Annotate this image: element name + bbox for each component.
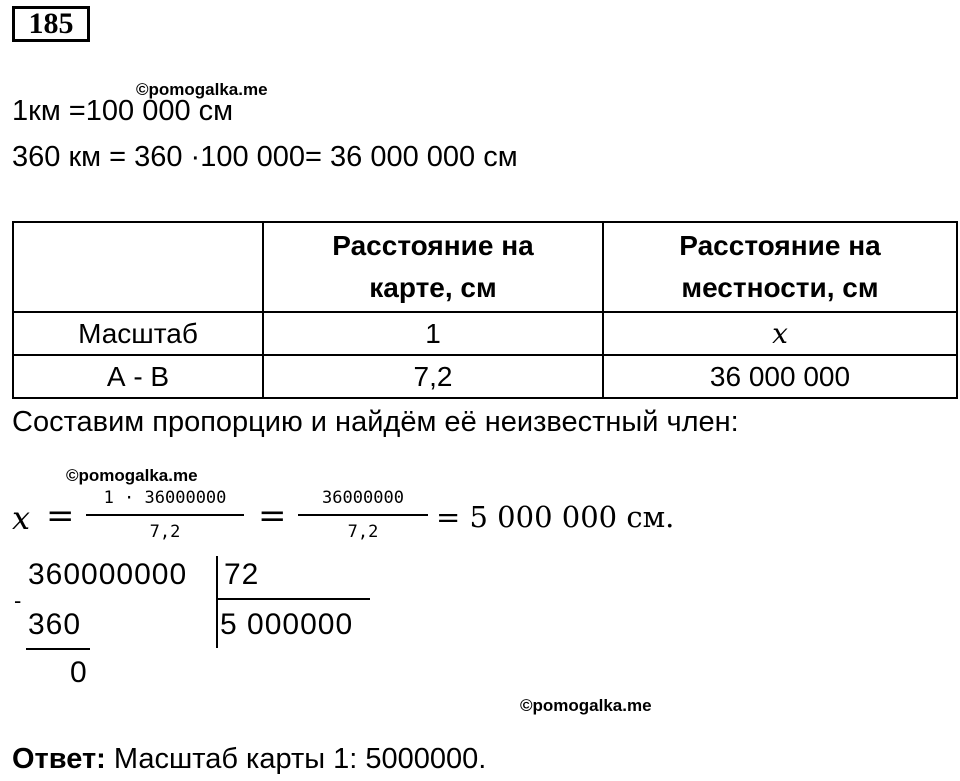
answer-text: Масштаб карты 1: 5000000. xyxy=(105,743,487,775)
equation-equals-1: = xyxy=(46,496,75,536)
row-label: А - В xyxy=(13,355,263,398)
row-ground-value: x xyxy=(603,312,957,355)
proportion-text: Составим пропорцию и найдём её неизвестный член: xyxy=(12,406,739,438)
division-quotient: 5 000000 xyxy=(220,608,354,641)
header-ground-line-1: Расстояние на xyxy=(679,230,881,261)
watermark-middle: ©pomogalka.me xyxy=(66,466,198,485)
equation-equals-2: = xyxy=(258,496,287,536)
division-subtrahend: 360 xyxy=(28,608,82,641)
table-row xyxy=(13,355,957,398)
fraction-1-numerator: 1 · 36000000 xyxy=(86,488,244,516)
row-map-value: 7,2 xyxy=(263,355,603,398)
fraction-2-numerator: 36000000 xyxy=(298,488,428,516)
table-header-ground-distance xyxy=(603,222,957,312)
division-minus-sign: - xyxy=(14,588,22,613)
fraction-1 xyxy=(86,488,244,542)
header-map-line-2: карте, см xyxy=(369,272,497,303)
answer-label: Ответ: xyxy=(12,743,106,775)
table-header-map-distance xyxy=(263,222,603,312)
table-row xyxy=(13,312,957,355)
division-dividend: 360000000 xyxy=(28,558,188,591)
fraction-1-denominator: 7,2 xyxy=(149,522,181,542)
fraction-2 xyxy=(298,488,428,542)
fraction-2-denominator: 7,2 xyxy=(347,522,379,542)
equation-result: = 5 000 000 см. xyxy=(436,500,675,534)
division-subtraction-line xyxy=(26,648,90,650)
scale-table xyxy=(12,221,958,399)
division-remainder: 0 xyxy=(70,656,88,689)
row-map-value: 1 xyxy=(263,312,603,355)
division-vertical-bar xyxy=(216,556,218,648)
conversion-line-2: 360 км = 360 ·100 000= 36 000 000 см xyxy=(12,141,518,173)
division-quotient-line xyxy=(216,598,370,600)
watermark-top: ©pomogalka.me xyxy=(136,80,268,99)
table-header-empty xyxy=(13,222,263,312)
row-ground-value: 36 000 000 xyxy=(603,355,957,398)
division-divisor: 72 xyxy=(224,558,260,591)
answer-line xyxy=(12,742,486,776)
equation-variable: x xyxy=(12,499,31,537)
header-map-line-1: Расстояние на xyxy=(332,230,534,261)
header-ground-line-2: местности, см xyxy=(681,272,879,303)
watermark-bottom: ©pomogalka.me xyxy=(520,696,652,715)
row-label: Масштаб xyxy=(13,312,263,355)
conversion-line-1: 1км =100 000 см xyxy=(12,95,234,127)
task-number: 185 xyxy=(12,6,90,42)
table-header-row xyxy=(13,222,957,312)
